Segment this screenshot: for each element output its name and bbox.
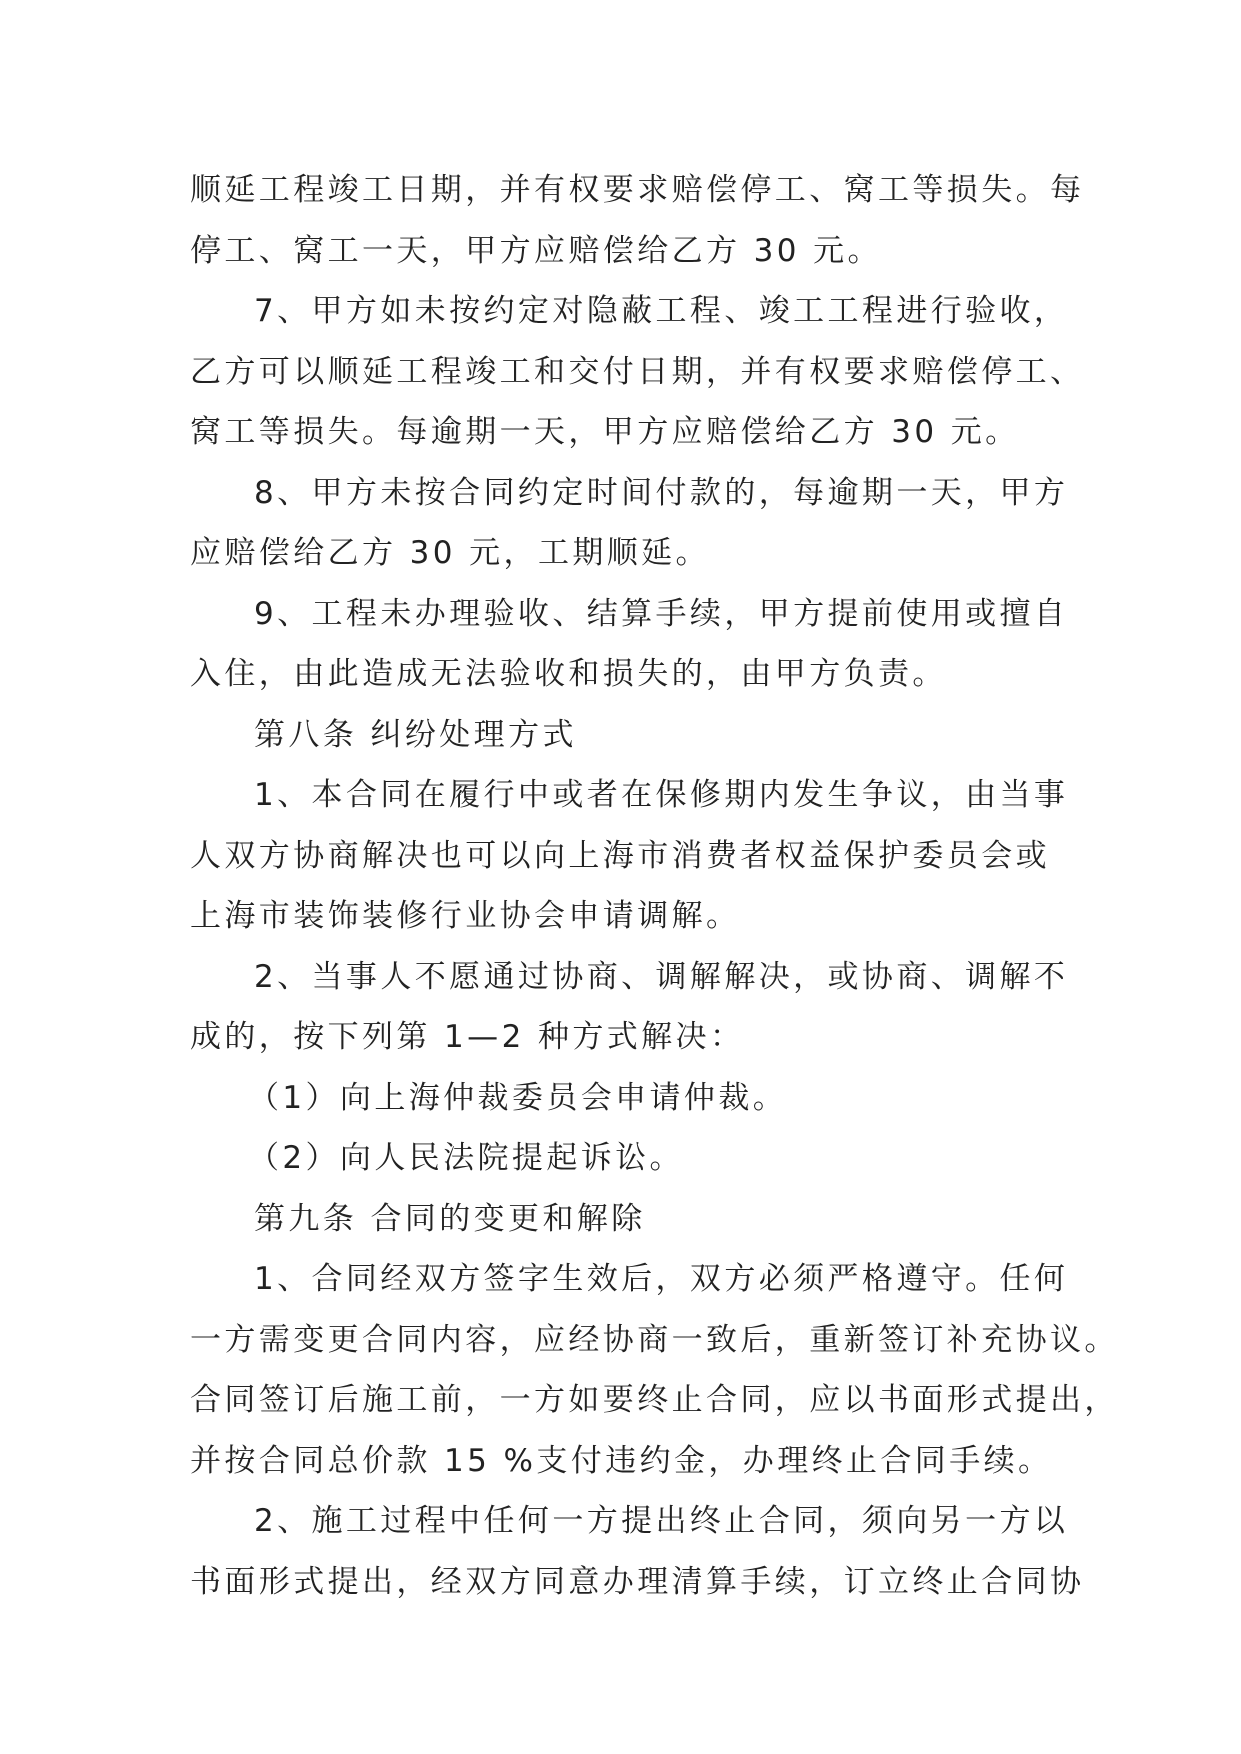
clause-9-1: 1、合同经双方签字生效后，双方必须严格遵守。任何 xyxy=(254,1261,1069,1297)
text-line: 一方需变更合同内容，应经协商一致后，重新签订补充协议。 xyxy=(190,1321,1119,1358)
clause-8-2: 2、当事人不愿通过协商、调解解决，或协商、调解不 xyxy=(254,958,1069,995)
sub-option-2: （2）向人民法院提起诉讼。 xyxy=(248,1140,684,1176)
clause-9: 9、工程未办理验收、结算手续，甲方提前使用或擅自 xyxy=(254,595,1069,632)
text-line: 乙方可以顺延工程竣工和交付日期，并有权要求赔偿停工、 xyxy=(190,353,1085,390)
clause-9-2: 2、施工过程中任何一方提出终止合同，须向另一方以 xyxy=(254,1503,1069,1539)
text-line: 并按合同总价款 15 %支付违约金，办理终止合同手续。 xyxy=(190,1442,1053,1479)
text-line: 应赔偿给乙方 30 元，工期顺延。 xyxy=(190,535,710,571)
text-line: 书面形式提出，经双方同意办理清算手续，订立终止合同协 xyxy=(190,1563,1085,1600)
text-line: 入住，由此造成无法验收和损失的，由甲方负责。 xyxy=(190,656,947,692)
clause-8-1: 1、本合同在履行中或者在保修期内发生争议，由当事 xyxy=(254,777,1069,813)
text-line: 人双方协商解决也可以向上海市消费者权益保护委员会或 xyxy=(190,837,1050,874)
clause-8: 8、甲方未按合同约定时间付款的，每逾期一天，甲方 xyxy=(254,474,1069,511)
text-line: 窝工等损失。每逾期一天，甲方应赔偿给乙方 30 元。 xyxy=(190,414,1020,450)
text-line: 成的，按下列第 1—2 种方式解决： xyxy=(190,1019,745,1055)
text-line: 上海市装饰装修行业协会申请调解。 xyxy=(190,898,741,934)
sub-option-1: （1）向上海仲裁委员会申请仲裁。 xyxy=(248,1079,788,1116)
section-heading-article-9: 第九条 合同的变更和解除 xyxy=(254,1200,646,1237)
text-line: 合同签订后施工前，一方如要终止合同，应以书面形式提出， xyxy=(190,1382,1119,1418)
clause-7: 7、甲方如未按约定对隐蔽工程、竣工工程进行验收， xyxy=(254,293,1069,329)
section-heading-article-8: 第八条 纠纷处理方式 xyxy=(254,716,577,753)
document-page xyxy=(190,160,1119,1612)
text-line: 顺延工程竣工日期，并有权要求赔偿停工、窝工等损失。每 xyxy=(190,172,1085,208)
text-line: 停工、窝工一天，甲方应赔偿给乙方 30 元。 xyxy=(190,232,882,269)
